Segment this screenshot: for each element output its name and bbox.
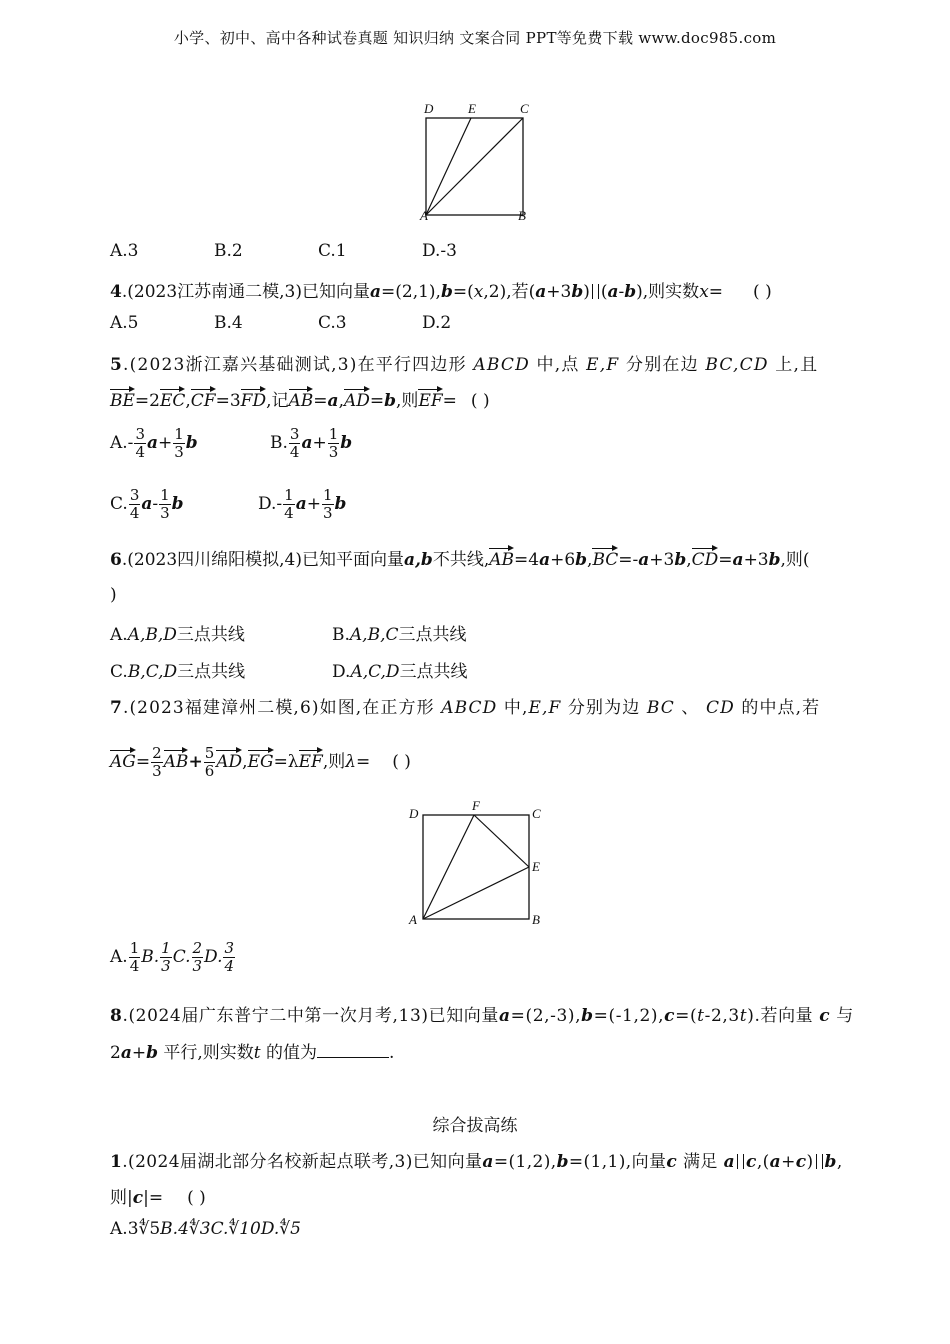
p1-text: .(2024届湖北部分名校新起点联考,3)已知向量 — [122, 1152, 483, 1172]
q4-option-c[interactable]: C.3 — [318, 313, 347, 333]
label-B-2: B — [532, 912, 540, 927]
vector-FD: FD — [241, 387, 266, 411]
label-F-2: F — [472, 798, 480, 813]
q5-eq3: =3 — [215, 391, 241, 411]
q3-option-d[interactable]: D.-3 — [422, 241, 457, 261]
p1-options — [110, 1219, 301, 1239]
q4-var-x2: x — [699, 282, 709, 302]
p1-option-d[interactable]: D.∜5 — [260, 1219, 301, 1239]
q8-line2: 2a+b 平行,则实数t 的值为 . — [110, 1043, 395, 1063]
q6-options-row1 — [110, 620, 467, 645]
q5-abcd: ABCD — [473, 355, 530, 375]
q5-eq2: =2 — [134, 391, 160, 411]
segment-AE — [423, 867, 529, 919]
q5-option-a[interactable]: A.- $\frac{3}{4}$ a+ $\frac{1}{3}$ b — [110, 425, 198, 461]
q5-condition — [110, 386, 490, 411]
q4-var-x: x — [473, 282, 484, 302]
vector-AB: AB — [289, 387, 314, 411]
vector-BE: BE — [110, 387, 135, 411]
vector-AB-q6: AB — [489, 546, 514, 570]
q7-options — [110, 940, 236, 975]
q5-option-b[interactable]: B. $\frac{3}{4}$ a+ $\frac{1}{3}$ b — [270, 425, 353, 461]
parallel-symbol-p1b — [816, 1154, 823, 1169]
q7-option-b[interactable]: B. $\frac{1}{3}$ — [141, 939, 171, 975]
q4-number: 4 — [110, 282, 122, 302]
figure-square-1 — [410, 98, 545, 228]
q4-expr1-b: b — [571, 282, 584, 302]
q7-option-a[interactable]: A. $\frac{1}{4}$ — [110, 939, 140, 975]
segment-AC — [426, 118, 523, 215]
vector-AD-q7: AD — [216, 748, 242, 772]
vector-CD-q6: CD — [692, 546, 719, 570]
q5-ze: ,则 — [396, 391, 419, 411]
q5-var-b: b — [384, 391, 397, 411]
label-D: D — [424, 101, 434, 116]
q5-stem — [110, 350, 818, 375]
label-D-2: D — [409, 806, 419, 821]
q7-option-d[interactable]: D. $\frac{3}{4}$ — [204, 939, 235, 975]
p1-number: 1 — [110, 1152, 123, 1172]
section-title: 综合拔高练 — [432, 1116, 518, 1136]
q5-tail: 分别在边 — [626, 355, 699, 375]
q6-stem: 6.(2023四川绵阳模拟,4)已知平面向量a,b不共线,AB=4a+6b,BC=-a+3b,CD=a+3b,则( — [110, 545, 810, 570]
vector-EG: EG — [248, 748, 274, 772]
q4-expr1-a: a — [535, 282, 547, 302]
q4-expr2-open: ( — [600, 282, 608, 302]
q5-tail2: 上,且 — [775, 355, 819, 375]
q5-mid: 中,点 — [536, 355, 580, 375]
p1-option-c[interactable]: C.∜10 — [210, 1219, 261, 1239]
q4-options — [110, 313, 451, 333]
label-A-2: A — [409, 912, 417, 927]
q5-eqa: = — [313, 391, 328, 411]
q5-options-row1 — [110, 426, 352, 461]
q4-option-a[interactable]: A.5 — [110, 313, 139, 333]
q4-answer-paren[interactable]: ( ) — [753, 282, 772, 302]
q7-stem: 7.(2023福建漳州二模,6)如图,在正方形 ABCD 中,E,F 分别为边 BC 、 CD 的中点,若 — [110, 698, 821, 718]
q4-expr2-mid: - — [618, 282, 625, 302]
vector-CF: CF — [191, 387, 216, 411]
q4-expr1-mid: +3 — [546, 282, 572, 302]
page-header: 小学、初中、高中各种试卷真题 知识归纳 文案合同 PPT等免费下载 www.doc985.com — [173, 29, 777, 47]
q6-option-b[interactable]: B.A,B,C三点共线 — [332, 625, 467, 645]
q5-answer-paren[interactable]: ( ) — [470, 391, 490, 411]
q6-ab: a,b — [404, 550, 433, 570]
p1-stem: 1.(2024届湖北部分名校新起点联考,3)已知向量a=(1,2),b=(1,1),向量c 满足 a c,(a+c) b, — [110, 1152, 843, 1172]
q5-ji: ,记 — [266, 391, 289, 411]
vector-EF-q7: EF — [299, 748, 323, 772]
q6-option-a[interactable]: A.A,B,D三点共线 — [110, 625, 245, 645]
label-C: C — [520, 101, 529, 116]
vector-AB-q7: AB — [164, 748, 189, 772]
q6-option-c[interactable]: C.B,C,D三点共线 — [110, 662, 246, 682]
parallel-symbol — [592, 284, 599, 299]
q7-option-c[interactable]: C. $\frac{2}{3}$ — [172, 939, 203, 975]
q4-option-b[interactable]: B.4 — [214, 313, 243, 333]
p1-answer-paren[interactable]: ( ) — [187, 1188, 206, 1208]
label-E-2: E — [532, 859, 540, 874]
segment-AF — [423, 815, 474, 919]
q5-eqb: = — [369, 391, 385, 411]
q4-expr2-a: a — [607, 282, 619, 302]
q5-comma: , — [185, 391, 191, 411]
q5-options-row2 — [110, 487, 346, 522]
square-outline-2 — [423, 815, 529, 919]
q6-options-row2 — [110, 657, 468, 682]
vector-AG: AG — [110, 748, 136, 772]
q7-condition: AG= $\frac{2}{3}$ AB+ $\frac{5}{6}$ AD,EG=λEF,则λ= ( ) — [110, 744, 411, 780]
q6-mid: 不共线, — [432, 550, 490, 570]
q4-b-close: ,2),若( — [483, 282, 536, 302]
q6-close-paren[interactable]: ) — [110, 585, 117, 605]
q4-var-a: a — [370, 282, 382, 302]
q6-number: 6 — [110, 550, 122, 570]
q4-expr1-close: ) — [583, 282, 590, 302]
q5-equals: = — [442, 391, 457, 411]
label-E: E — [468, 101, 476, 116]
q5-var-a: a — [327, 391, 339, 411]
label-A: A — [420, 208, 428, 223]
p1-option-b[interactable]: B.4∜3 — [160, 1219, 211, 1239]
vector-EF: EF — [418, 387, 442, 411]
label-C-2: C — [532, 806, 541, 821]
q5-number: 5 — [110, 355, 124, 375]
segment-FE — [474, 815, 529, 867]
q4-expr2-b: b — [624, 282, 637, 302]
q3-options — [110, 241, 457, 261]
parallel-symbol-p1a — [737, 1154, 744, 1169]
q4-equals: = — [708, 282, 724, 302]
q6-option-d[interactable]: D.A,C,D三点共线 — [332, 662, 468, 682]
segment-AE — [426, 118, 471, 215]
q4-a-value: =(2,1), — [381, 282, 441, 302]
q5-ef: E,F — [586, 355, 620, 375]
q4-var-b: b — [440, 282, 453, 302]
q5-text: .(2023浙江嘉兴基础测试,3)在平行四边形 — [123, 355, 467, 375]
p1-option-a[interactable]: A.3∜5 — [110, 1219, 161, 1239]
q8-text: .(2024届广东普宁二中第一次月考,13)已知向量 — [122, 1006, 500, 1026]
q3-option-b[interactable]: B.2 — [214, 241, 243, 261]
vector-AD: AD — [344, 387, 370, 411]
q7-answer-paren[interactable]: ( ) — [392, 752, 411, 772]
q8-stem: 8.(2024届广东普宁二中第一次月考,13)已知向量a=(2,-3),b=(-1,2),c=(t-2,3t).若向量 c 与 — [110, 1006, 854, 1026]
q8-number: 8 — [110, 1006, 123, 1026]
q4-stem — [110, 277, 772, 302]
q4-b-open: =( — [452, 282, 474, 302]
q6-text: .(2023四川绵阳模拟,4)已知平面向量 — [121, 550, 404, 570]
label-B: B — [518, 208, 526, 223]
figure-square-2 — [404, 798, 552, 930]
q4-option-d[interactable]: D.2 — [422, 313, 452, 333]
q7-number: 7 — [110, 698, 123, 718]
q5-bccd: BC,CD — [705, 355, 769, 375]
vector-EC: EC — [160, 387, 185, 411]
q5-comma2: , — [338, 391, 344, 411]
q3-option-a[interactable]: A.3 — [110, 241, 139, 261]
q5-option-d[interactable]: D.- $\frac{1}{4}$ a+ $\frac{1}{3}$ b — [258, 486, 347, 522]
q5-option-c[interactable]: C. $\frac{3}{4}$ a- $\frac{1}{3}$ b — [110, 486, 184, 522]
q4-text: .(2023江苏南通二模,3)已知向量 — [121, 282, 370, 302]
q3-option-c[interactable]: C.1 — [318, 241, 347, 261]
q4-expr2-close: ),则实数 — [636, 282, 700, 302]
q8-answer-blank[interactable] — [317, 1043, 389, 1058]
p1-line2: 则|c|= ( ) — [110, 1188, 206, 1208]
q7-text: .(2023福建漳州二模,6)如图,在正方形 — [122, 698, 435, 718]
vector-BC-q6: BC — [592, 546, 618, 570]
